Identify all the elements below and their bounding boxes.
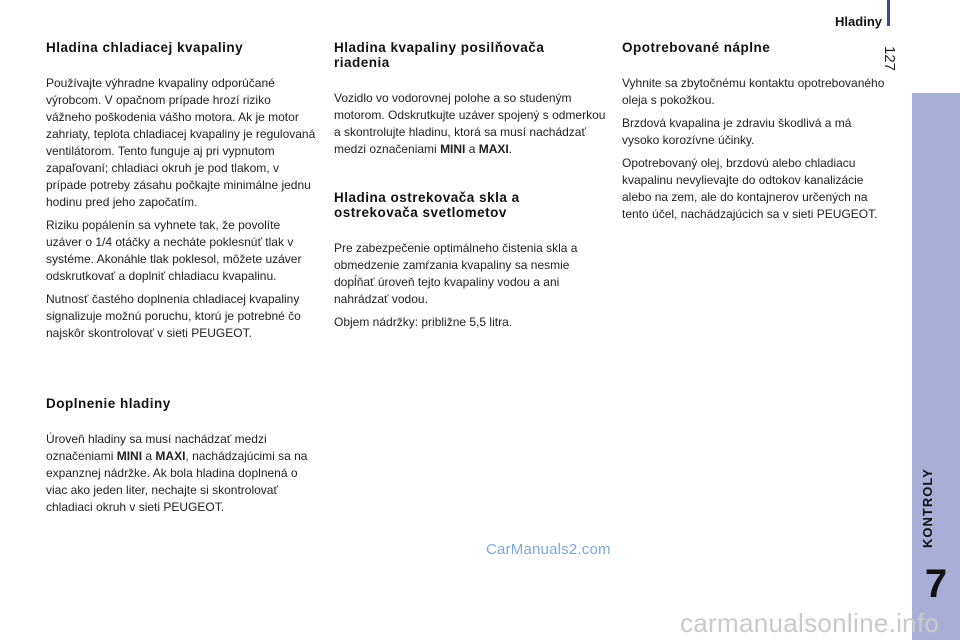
text-fragment: a bbox=[142, 449, 156, 463]
coolant-paragraph-2: Riziku popálenín sa vyhnete tak, že povolíte uzáver o 1/4 otáčky a necháte poklesnúť tlak v systéme. Akonáhle tlak poklesol, môžete uzáver odskrutkovať a doplniť chladiacu kvapalinu. bbox=[46, 218, 302, 283]
maxi-mark: MAXI bbox=[478, 142, 509, 156]
topping-up-heading: Doplnenie hladiny bbox=[46, 396, 171, 411]
mini-mark: MINI bbox=[440, 142, 466, 156]
chapter-number: 7 bbox=[924, 562, 948, 606]
text-fragment: a bbox=[465, 142, 479, 156]
heading-line: Hladina kvapaliny posilňovača bbox=[334, 40, 545, 55]
maxi-mark: MAXI bbox=[155, 449, 186, 463]
text-fragment: Úroveň hladiny sa musí nachádzať medzi označeniami bbox=[46, 432, 267, 463]
text-fragment: . bbox=[508, 142, 513, 156]
used-fluids-paragraph-2: Brzdová kvapalina je zdraviu škodlivá a má vysoko korozívne účinky. bbox=[622, 116, 852, 147]
power-steering-heading bbox=[334, 40, 606, 70]
coolant-paragraph-1: Používajte výhradne kvapaliny odporúčané výrobcom. V opačnom prípade hrozí riziko vážneho poškodenia vášho motora. Ak je motor zahriaty, teplota chladiacej kvapaliny je regulovaná ventilátorom. Tento funguje aj pri vypnutom zapaľovaní; chladiaci okruh je pod tlakom, v prípade potreby zásahu počkajte minimálne jednu hodinu pred jeho započatím. bbox=[46, 76, 316, 209]
used-fluids-heading: Opotrebované náplne bbox=[622, 40, 771, 55]
heading-line: ostrekovača svetlometov bbox=[334, 205, 507, 220]
column-left bbox=[46, 40, 316, 522]
used-fluids-paragraph-3: Opotrebovaný olej, brzdovú alebo chladiacu kvapalinu nevylievajte do odtokov kanalizácie alebo na zem, ale do kontajnerov určených na tento účel, nachádzajúcich sa v sieti PEUGEOT. bbox=[622, 156, 878, 221]
column-right bbox=[622, 40, 890, 229]
header-rule bbox=[887, 0, 890, 26]
column-middle bbox=[334, 40, 606, 337]
coolant-level-heading: Hladina chladiacej kvapaliny bbox=[46, 40, 244, 55]
heading-line: Hladina ostrekovača skla a bbox=[334, 190, 520, 205]
topping-up-paragraph bbox=[46, 431, 316, 516]
page-number: 127 bbox=[881, 46, 898, 72]
mini-mark: MINI bbox=[116, 449, 143, 463]
coolant-paragraph-3: Nutnosť častého doplnenia chladiacej kvapaliny signalizuje možnú poruchu, ktorú je potrebné čo najskôr skontrolovať v sieti PEUGEOT. bbox=[46, 292, 301, 340]
watermark-carmanuals2: CarManuals2.com bbox=[486, 541, 611, 558]
power-steering-paragraph bbox=[334, 90, 606, 158]
text-fragment: Vozidlo vo vodorovnej polohe a so studeným motorom. Odskrutkujte uzáver spojený s odmerkou a skontrolujte hladinu, ktorá sa musí nachádzať medzi označeniami bbox=[334, 91, 606, 156]
washer-paragraph-2: Objem nádržky: približne 5,5 litra. bbox=[334, 315, 513, 329]
washer-heading bbox=[334, 190, 606, 220]
used-fluids-paragraph-1: Vyhnite sa zbytočnému kontaktu opotrebovaného oleja s pokožkou. bbox=[622, 76, 885, 107]
chapter-label: KONTROLY bbox=[920, 468, 935, 548]
section-title: Hladiny bbox=[835, 14, 882, 29]
watermark-carmanualsonline: carmanualsonline.info bbox=[680, 608, 940, 638]
washer-paragraph-1: Pre zabezpečenie optimálneho čistenia skla a obmedzenie zamŕzania kvapaliny sa nesmie dopĺňať úroveň tejto kvapaliny vodou a ani nahrádzať vodou. bbox=[334, 241, 578, 306]
heading-line: riadenia bbox=[334, 55, 390, 70]
text-fragment: , nachádzajúcimi sa na expanznej nádržke. Ak bola hladina doplnená o viac ako jeden liter, nechajte si skontrolovať chladiaci okruh v sieti PEUGEOT. bbox=[46, 449, 308, 514]
